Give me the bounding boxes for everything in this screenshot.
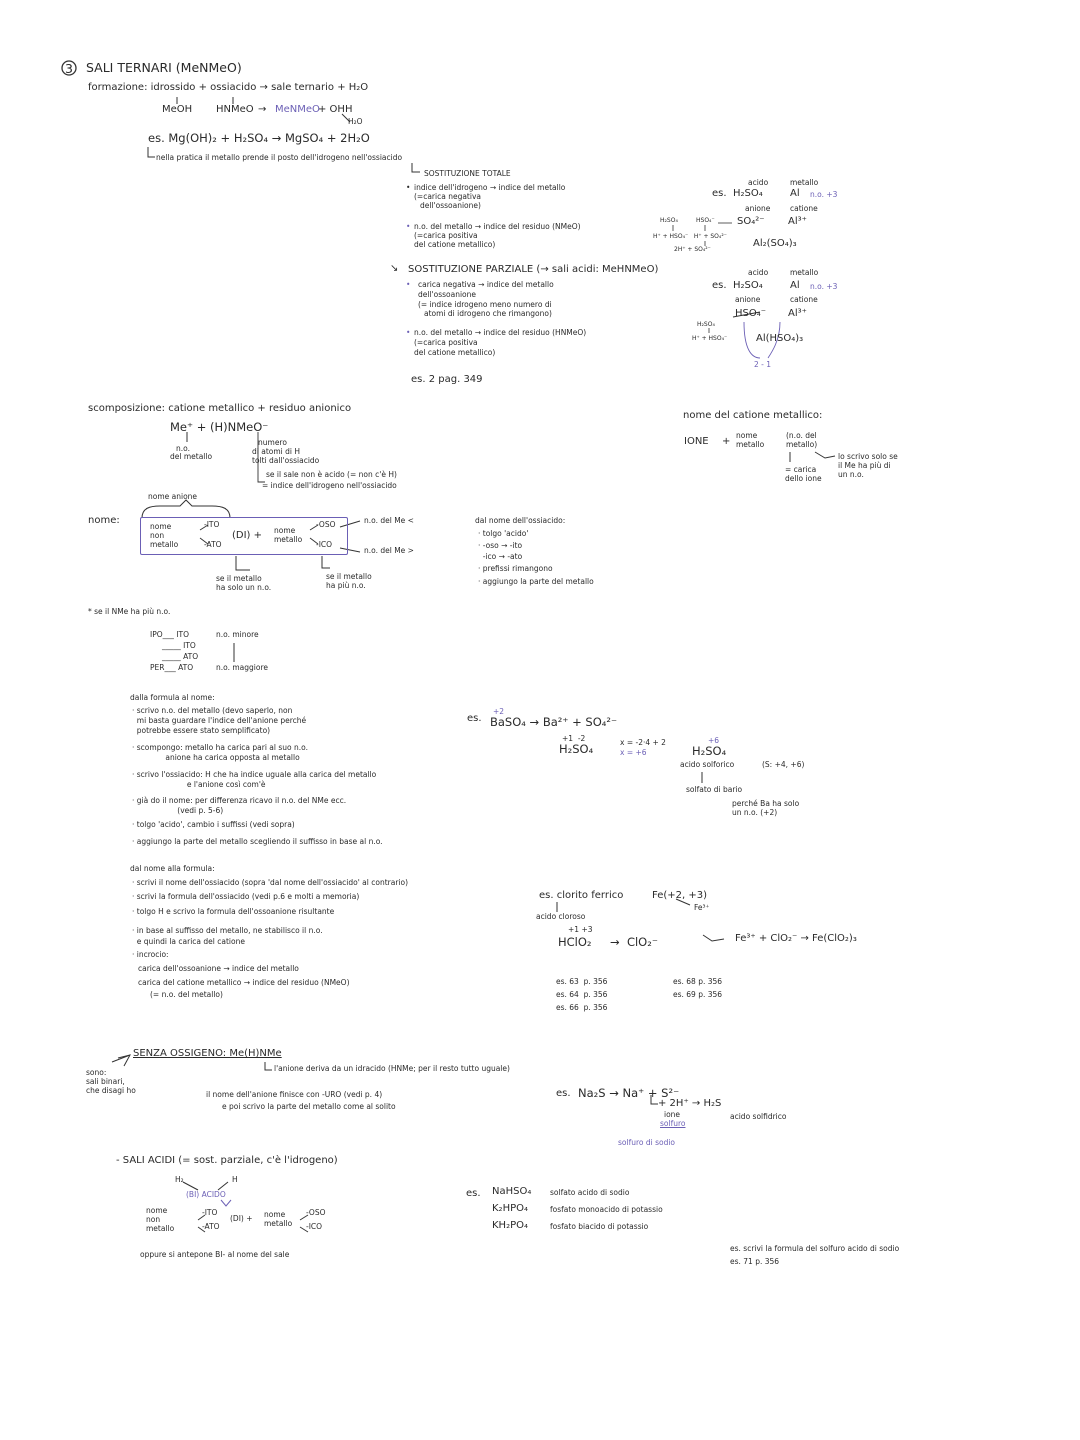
s4-line: · scrivi il nome dell'ossiacido (sopra 'dal nome dell'ossiacido' al contrario) [132, 878, 408, 887]
es-exercise: es. scrivi la formula del solfuro acido di sodio [730, 1244, 900, 1253]
ex1-no: n.o. +3 [810, 190, 838, 199]
form-meoh: MeOH [162, 104, 193, 115]
sono-note: sono: sali binari, che disagi ho [86, 1068, 136, 1095]
num-label: se il sale non è acido (= non c'è H) [266, 470, 397, 479]
ex2-anione: anione [735, 295, 761, 304]
tot-line: (=carica positiva [414, 231, 478, 240]
no-minore-label: n.o. del Me < [364, 516, 414, 525]
es-exercise: es. 71 p. 356 [730, 1257, 780, 1266]
form-hnmeo: HNMeO [216, 104, 254, 115]
final-equation: Fe³⁺ + ClO₂⁻ → Fe(ClO₂)₃ [735, 933, 857, 944]
ex2-al: Al [790, 280, 800, 291]
s3-line: mi basta guardare l'indice dell'anione perché [132, 716, 307, 725]
par-line: dell'ossoanione [418, 290, 476, 299]
s6-es: es. [466, 1188, 481, 1199]
es-ref: es. 69 p. 356 [673, 990, 723, 999]
no-maggiore2: n.o. maggiore [216, 663, 268, 672]
salt-name: fosfato biacido di potassio [550, 1222, 649, 1231]
ex1-so4: SO₄²⁻ [737, 216, 765, 227]
suffix-oso: -OSO [316, 520, 336, 529]
calc-line: x = +6 [620, 748, 647, 757]
oppure-note: oppure si antepone BI- al nome del sale [140, 1250, 290, 1259]
s4-title: dal nome alla formula: [130, 864, 215, 873]
es-ref: es. 68 p. 356 [673, 977, 723, 986]
nome-non-metallo-2: nome non metallo [146, 1206, 175, 1233]
acido-cloroso: acido cloroso [536, 912, 586, 921]
s4-line: · incrocio: [132, 950, 169, 959]
nome-label: nome: [88, 515, 120, 526]
bullet-dot: • [406, 183, 411, 192]
salt-formula: KH₂PO₄ [492, 1220, 528, 1231]
pratica-note: nella pratica il metallo prende il posto dell'idrogeno nell'ossiacido [156, 153, 403, 162]
no-label: del metallo [170, 452, 213, 461]
plus-label: + [722, 436, 731, 447]
fe-no: Fe(+2, +3) [652, 890, 707, 901]
acido-solfidrico: acido solfidrico [730, 1112, 787, 1121]
form-arrow: → [258, 104, 267, 115]
ex2-calc: 2 - 1 [754, 360, 772, 369]
dal-line: · -oso → -ito [478, 541, 523, 550]
suffix-ico: -ICO [316, 540, 333, 549]
s4-line: carica del catione metallico → indice del residuo (NMeO) [138, 978, 350, 987]
form-menmeo: MeNMeO [275, 104, 320, 115]
s3-es: es. [467, 713, 482, 724]
es-ref: es. 66 p. 356 [556, 1003, 608, 1012]
acido-solforico: acido solforico [680, 760, 735, 769]
s3-line: · scrivo l'ossiacido: H che ha indice uguale alla carica del metallo [132, 770, 377, 779]
scomposizione-line: scomposizione: catione metallico + residuo anionico [88, 403, 352, 414]
ex1-catione: catione [790, 204, 818, 213]
nome-metallo-2: nome metallo [264, 1210, 293, 1228]
num-label: = indice dell'idrogeno nell'ossiacido [262, 481, 397, 490]
ione-label: ione [664, 1110, 681, 1119]
fe3: Fe³⁺ [694, 903, 710, 912]
ex2-result: Al(HSO₄)₃ [756, 333, 804, 344]
nome-catione-title: nome del catione metallico: [683, 410, 823, 421]
no-minore2: n.o. minore [216, 630, 259, 639]
solfuro-di-sodio: solfuro di sodio [618, 1138, 676, 1147]
dal-line: · tolgo 'acido' [478, 529, 529, 538]
bullet-dot: • [406, 328, 411, 337]
ex2-hso4: HSO₄⁻ [735, 308, 767, 319]
ione-label: IONE [684, 436, 709, 447]
se-uno-note: se il metallo ha solo un n.o. [216, 574, 272, 592]
h-label: H [232, 1175, 238, 1184]
dal-line: · aggiungo la parte del metallo [478, 577, 594, 586]
s3-line: e l'anione così com'è [132, 780, 266, 789]
par-line: (= indice idrogeno meno numero di [418, 300, 552, 309]
salt-name: solfato acido di sodio [550, 1188, 630, 1197]
par-line: atomi di idrogeno che rimangono) [424, 309, 552, 318]
s3-line: anione ha carica opposta al metallo [132, 753, 300, 762]
s3-line: (vedi p. 5-6) [132, 806, 224, 815]
es-pag: es. 2 pag. 349 [411, 374, 483, 385]
s4-line: e quindi la carica del catione [132, 937, 245, 946]
dal-line: · prefissi rimangono [478, 564, 553, 573]
di-label-2: (DI) + [230, 1214, 253, 1223]
ito-row: _____ ITO [162, 641, 196, 650]
tot-line: n.o. del metallo → indice del residuo (NMeO) [414, 222, 581, 231]
salt-name: fosfato monoacido di potassio [550, 1205, 663, 1214]
ex2-metallo: metallo [790, 268, 819, 277]
h2so4-formula: H₂SO₄ [559, 742, 594, 756]
example-equation: es. Mg(OH)₂ + H₂SO₄ → MgSO₄ + 2H₂O [148, 131, 370, 145]
suffix-ico-2: -ICO [306, 1222, 323, 1231]
s3-line: potrebbe essere stato semplificato) [132, 726, 271, 735]
na2s-equation: Na₂S → Na⁺ + S²⁻ [578, 1086, 680, 1100]
sali-acidi-title: - SALI ACIDI (= sost. parziale, c'è l'idrogeno) [116, 1155, 338, 1166]
par-line: carica negativa → indice del metallo [418, 280, 554, 289]
par-line: (=carica positiva [414, 338, 478, 347]
ex1-al3: Al³⁺ [788, 216, 807, 227]
ipo-ito: IPO___ ITO [150, 630, 189, 639]
tot-line: (=carica negativa [414, 192, 481, 201]
ex2-catione: catione [790, 295, 818, 304]
ex2-mini: H₂SO₄ [697, 321, 715, 328]
nome-anione-label: nome anione [148, 492, 198, 501]
num-label: tolti dall'ossiacido [252, 456, 320, 465]
ex2-acido: acido [748, 268, 769, 277]
bullet-dot: • [406, 280, 411, 289]
nome-metallo: nome metallo [274, 526, 303, 544]
par-line: n.o. del metallo → indice del residuo (HNMeO) [414, 328, 587, 337]
s3-line: · già do il nome: per differenza ricavo il n.o. del NMe ecc. [132, 796, 347, 805]
ex2-mini: H⁺ + HSO₄⁻ [692, 335, 728, 342]
s4-line: (= n.o. del metallo) [150, 990, 223, 999]
form-ohh: + OHH [318, 104, 353, 115]
di-label: (DI) + [232, 530, 263, 541]
num-label: di atomi di H [252, 447, 300, 456]
scrivo-note: lo scrivo solo se il Me ha più di un n.o. [838, 452, 898, 479]
s4-line: carica dell'ossoanione → indice del metallo [138, 964, 299, 973]
mini-label: H₂SO₄ [660, 217, 678, 224]
s5-line: il nome dell'anione finisce con -URO (vedi p. 4) [206, 1090, 383, 1099]
per-ato: PER___ ATO [150, 663, 194, 672]
se-piu-note: se il metallo ha più n.o. [326, 572, 372, 590]
num-label: numero [258, 438, 287, 447]
no-maggiore-label: n.o. del Me > [364, 546, 414, 555]
solfuro-label: solfuro [660, 1119, 686, 1128]
suffix-ato: -ATO [204, 540, 222, 549]
tot-line: dell'ossoanione) [420, 201, 481, 210]
no-metallo-label: (n.o. del metallo) [786, 431, 818, 449]
nme-piu-note: * se il NMe ha più n.o. [88, 607, 171, 616]
par-line: del catione metallico) [414, 348, 496, 357]
suffix-ato-2: -ATO [202, 1222, 220, 1231]
s3-line: · tolgo 'acido', cambio i suffissi (vedi sopra) [132, 820, 295, 829]
s3-line: · scompongo: metallo ha carica pari al suo n.o. [132, 743, 308, 752]
tot-line: indice dell'idrogeno → indice del metallo [414, 183, 566, 192]
solfato-bario: solfato di bario [686, 785, 743, 794]
senza-ossigeno-title: SENZA OSSIGENO: Me(H)NMe [133, 1048, 282, 1059]
clo2-formula: → ClO₂⁻ [610, 935, 658, 949]
ba-charge: +2 [493, 707, 505, 716]
mini-label: HSO₄⁻ [696, 217, 715, 224]
suffix-oso-2: -OSO [306, 1208, 326, 1217]
h2so4-b-charge: +6 [708, 736, 720, 745]
h2s-equation: + 2H⁺ → H₂S [658, 1098, 722, 1109]
salt-formula: K₂HPO₄ [492, 1203, 528, 1214]
sost-totale-title: SOSTITUZIONE TOTALE [424, 169, 511, 178]
s4-line: · tolgo H e scrivo la formula dell'ossoanione risultante [132, 907, 335, 916]
section-title: SALI TERNARI (MeNMeO) [86, 60, 242, 75]
nome-metallo-label: nome metallo [736, 431, 765, 449]
s4-line: · in base al suffisso del metallo, ne stabilisco il n.o. [132, 926, 323, 935]
bi-acido: (BI) ACIDO [186, 1190, 226, 1199]
s3-title: dalla formula al nome: [130, 693, 215, 702]
suffix-ito-2: -ITO [202, 1208, 218, 1217]
h2so4-b-formula: H₂SO₄ [692, 744, 727, 758]
carica-note: = carica dello ione [785, 465, 822, 483]
me-formula: Me⁺ + (H)NMeO⁻ [170, 420, 269, 434]
ex1-al: Al [790, 188, 800, 199]
form-h2o: H₂O [348, 117, 363, 126]
ex1-es: es. [712, 188, 727, 199]
dal-line: -ico → -ato [478, 552, 523, 561]
s5-line: e poi scrivo la parte del metallo come al solito [222, 1102, 396, 1111]
ato-row: _____ ATO [162, 652, 199, 661]
ba-equation: BaSO₄ → Ba²⁺ + SO₄²⁻ [490, 715, 618, 729]
clorito-example: es. clorito ferrico [539, 890, 624, 901]
hclo2-formula: HClO₂ [558, 935, 592, 949]
es-ref: es. 63 p. 356 [556, 977, 608, 986]
bullet-dot: • [406, 222, 411, 231]
s4-line: · scrivi la formula dell'ossiacido (vedi p.6 e molti a memoria) [132, 892, 360, 901]
ex2-al3: Al³⁺ [788, 308, 807, 319]
mini-label: H⁺ + HSO₄⁻ H⁺ + SO₄²⁻ [653, 233, 727, 240]
ex2-no: n.o. +3 [810, 282, 838, 291]
arrow-marker: ↘ [390, 263, 399, 274]
ex1-anione: anione [745, 204, 771, 213]
mini-label: 2H⁺ + SO₄²⁻ [674, 246, 711, 253]
h2so4-charge: +1 -2 [562, 734, 586, 743]
ex1-h2so4: H₂SO₄ [733, 188, 763, 199]
h2-label: H₂ [175, 1175, 184, 1184]
anione-note: l'anione deriva da un idracido (HNMe; per il resto tutto uguale) [274, 1064, 510, 1073]
suffix-ito: -ITO [204, 520, 220, 529]
s3-line: · aggiungo la parte del metallo scegliendo il suffisso in base al n.o. [132, 837, 383, 846]
dal-title: dal nome dell'ossiacido: [475, 516, 566, 525]
section-number: 3 [65, 61, 73, 76]
ex2-h2so4: H₂SO₄ [733, 280, 763, 291]
sost-parziale-title: SOSTITUZIONE PARZIALE (→ sali acidi: MeHNMeO) [408, 264, 659, 275]
ex1-acido: acido [748, 178, 769, 187]
s-no: (S: +4, +6) [762, 760, 805, 769]
s5-es: es. [556, 1088, 571, 1099]
ex1-metallo: metallo [790, 178, 819, 187]
salt-formula: NaHSO₄ [492, 1186, 532, 1197]
ex1-result: Al₂(SO₄)₃ [753, 238, 797, 249]
calc-line: x = -2·4 + 2 [620, 738, 666, 747]
s3-line: · scrivo n.o. del metallo (devo saperlo, non [132, 706, 293, 715]
no-label: n.o. [176, 444, 190, 453]
ex2-es: es. [712, 280, 727, 291]
nome-non-metallo: nome non metallo [150, 522, 179, 549]
formazione-line: formazione: idrossido + ossiacido → sale ternario + H₂O [88, 82, 369, 93]
es-ref: es. 64 p. 356 [556, 990, 608, 999]
hclo2-charge: +1 +3 [568, 925, 593, 934]
tot-line: del catione metallico) [414, 240, 496, 249]
perche-note: perché Ba ha solo un n.o. (+2) [732, 799, 800, 817]
